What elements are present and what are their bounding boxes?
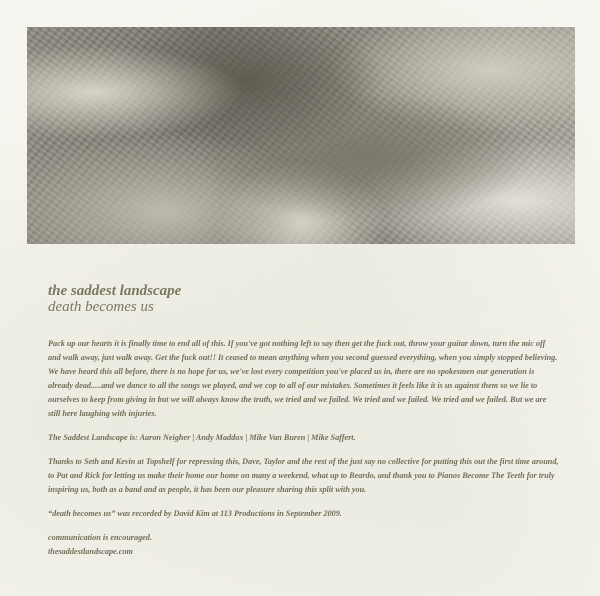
lyrics-paragraph: Pack up our hearts it is finally time to end all of this. If you've got nothing left to say then get the fuck out, throw your guitar down, turn the mic off and walk away, just walk away. Get the fuck out!! It ceased to mean anything when you second guessed everything, when you simply stopped believing. We have heard this all before, there is no hope for us, we've lost every competition you've placed us in, there are no spokesmen our generation is already dead.....and we dance to all the songs we played, and we cop to all of our mistakes. Sometimes it feels like it is us against them so we lie to ourselves to keep from giving in but we will always know the truth, we tried and we failed. We tried and we failed. We tried and we failed. But we are still here laughing with injuries. (48, 339, 558, 418)
thanks-paragraph: Thanks to Seth and Kevin at Topshelf for repressing this, Dave, Taylor and the rest of the just say no collective for putting this out the first time around, to Pat and Rick for letting us make their home our home on many a weekend, what up to Beardo, and thank you to Pianos Become The Teeth for truly inspiring us, both as a band and as people, it has been our pleasure sharing this split with you. (48, 457, 559, 494)
contact-line: communication is encouraged. (48, 533, 152, 542)
band-title: the saddest landscape (48, 283, 182, 299)
recording-credit: “death becomes us” was recorded by David Kim at 113 Productions in September 2009. (48, 509, 342, 518)
website-link: thesaddestlandscape.com (48, 547, 133, 556)
album-title: death becomes us (48, 299, 154, 315)
rock-texture-photo (27, 27, 575, 244)
band-members-line: The Saddest Landscape is: Aaron Neigher | Andy Maddox | Mike Van Buren | Mike Saffert. (48, 433, 356, 442)
liner-notes (48, 283, 560, 559)
